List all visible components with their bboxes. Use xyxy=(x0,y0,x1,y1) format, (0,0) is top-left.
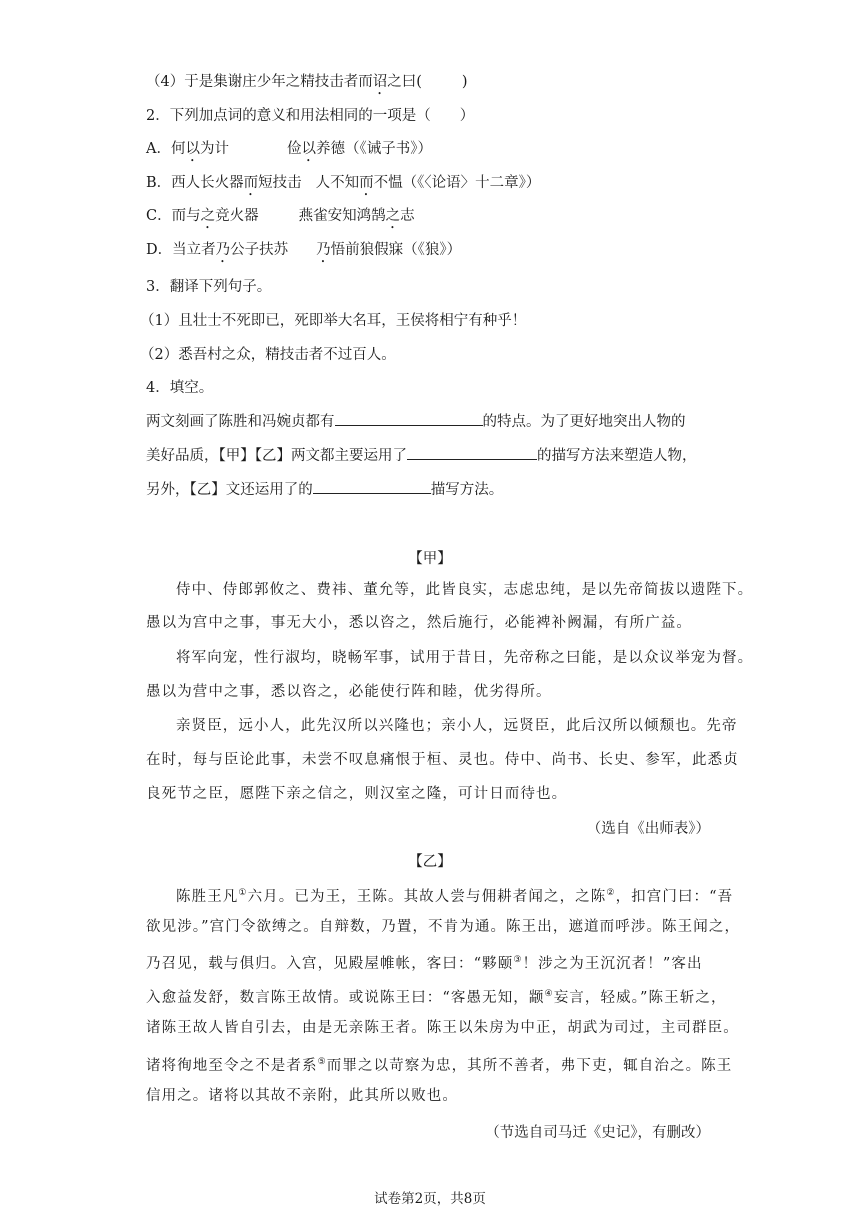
q4-l1-text: 两文刻画了陈胜和冯婉贞都有 xyxy=(146,414,335,430)
q1-4-dotted-word: 诏 xyxy=(372,74,388,90)
option-d[interactable] xyxy=(146,240,461,266)
option-a-dotted-2: 以 xyxy=(301,141,316,157)
footnote-marker: ③ xyxy=(513,955,523,965)
jia-line-1: 侍中、侍郎郭攸之、费祎、董允等，此皆良实，志虑忠纯，是以先帝简拔以遗陛下。 xyxy=(176,582,754,598)
passage-jia-title: 【甲】 xyxy=(408,551,452,567)
yi-line-2: 欲见涉。”宫门令欲缚之。自辩数，乃置，不肯为通。陈王出，遮道而呼涉。陈王闻之， xyxy=(146,919,741,935)
option-d-dotted-1: 乃 xyxy=(215,242,231,258)
q1-4-close-paren: ) xyxy=(461,74,468,90)
passage-yi-title: 【乙】 xyxy=(408,854,452,870)
footnote-marker: ① xyxy=(238,888,248,898)
question-3-sentence-1: （1）且壮士不死即已，死即举大名耳，王侯将相宁有种乎！ xyxy=(140,313,527,329)
jia-line-7: 良死节之臣，愿陛下亲之信之，则汉室之隆，可计日而待也。 xyxy=(146,786,568,802)
jia-line-6: 在时，每与臣论此事，未尝不叹息痛恨于桓、灵也。侍中、尚书、长史、参军，此悉贞 xyxy=(146,752,739,768)
yi-l1-c: ，扣宫门曰：“吾 xyxy=(615,888,734,905)
q4-l1-text-post: 的特点。为了更好地突出人物的 xyxy=(482,414,686,430)
yi-line-7: 信用之。诸将以其故不亲附，此其所以败也。 xyxy=(146,1088,458,1104)
yi-line-5: 诸陈王故人皆自引去，由是无亲陈王者。陈王以朱房为中正，胡武为司过，主司群臣。 xyxy=(146,1020,739,1036)
yi-line-3 xyxy=(146,950,703,974)
question-4-line-3 xyxy=(146,479,503,500)
page-footer: 试卷第2页，共8页 xyxy=(374,1191,486,1207)
fill-blank-1[interactable] xyxy=(335,411,483,426)
jia-line-5: 亲贤臣，远小人，此先汉所以兴隆也；亲小人，远贤臣，此后汉所以倾颓也。先帝 xyxy=(176,718,738,734)
option-c[interactable] xyxy=(146,206,415,232)
jia-line-3: 将军向宠，性行淑均，晓畅军事，试用于昔日，先帝称之曰能，是以众议举宠为督。 xyxy=(176,650,754,666)
q1-4-text-post: 之曰( xyxy=(387,74,422,90)
option-d-part1-post: 公子扶苏 xyxy=(230,242,289,258)
option-a-part1: 何 xyxy=(170,141,186,157)
fill-blank-2[interactable] xyxy=(407,445,537,460)
yi-l3-b: ！涉之为王沉沉者！”客出 xyxy=(522,955,703,972)
option-b-part1: 西人长火器 xyxy=(171,175,244,191)
option-c-part2-post: 志 xyxy=(400,208,415,224)
footnote-marker: ⑤ xyxy=(317,1057,327,1067)
jia-line-4: 愚以为营中之事，悉以咨之，必能使行阵和睦，优劣得所。 xyxy=(146,684,552,700)
option-a-dotted-1: 以 xyxy=(185,141,200,157)
option-c-part1: 而与 xyxy=(171,208,201,224)
q4-l3-text-post: 描写方法。 xyxy=(430,482,504,498)
yi-source: （节选自司马迁《史记》，有删改） xyxy=(485,1125,710,1141)
option-c-dotted-1: 之 xyxy=(200,208,216,224)
option-d-dotted-2: 乃 xyxy=(316,242,331,258)
option-d-part2-post: 悟前狼假寐（《狼》） xyxy=(330,242,462,258)
option-letter: D． xyxy=(146,242,173,258)
jia-source: （选自《出师表》） xyxy=(586,821,710,837)
option-d-part1: 当立者 xyxy=(172,242,216,258)
q1-4-text: （4）于是集谢庄少年之精技击者而 xyxy=(146,74,373,90)
option-a[interactable] xyxy=(146,139,432,165)
option-c-part1-post: 竞火器 xyxy=(215,208,259,224)
option-b-dotted-1: 而 xyxy=(243,175,259,191)
option-b-part1-post: 短技击 xyxy=(258,175,302,191)
q4-l3-text: 另外，【乙】文还运用了的 xyxy=(146,482,313,498)
option-c-part2: 燕雀安知鸿鹄 xyxy=(298,208,386,224)
option-b-part2-post: 不愠（《〈论语〉十二章》） xyxy=(373,175,541,191)
yi-l3-a: 乃召见，载与俱归。入宫，见殿屋帷帐，客曰：“夥颐 xyxy=(146,955,514,972)
question-4-stem: 4．填空。 xyxy=(146,380,214,396)
yi-line-1 xyxy=(176,883,733,907)
question-4-line-2 xyxy=(146,445,697,466)
option-c-dotted-2: 之 xyxy=(385,208,401,224)
question-3-stem: 3．翻译下列句子。 xyxy=(146,279,272,295)
footnote-marker: ④ xyxy=(544,989,554,999)
yi-l4-a: 入愈益发舒，数言陈王故情。或说陈王曰：“客愚无知，颛 xyxy=(146,989,545,1006)
option-b[interactable] xyxy=(146,173,540,199)
yi-l6-b: 而罪之以苛察为忠，其所不善者，弗下吏，辄自治之。陈王 xyxy=(326,1057,733,1074)
q4-l2-text-post: 的描写方法来塑造人物， xyxy=(537,448,697,464)
yi-line-4 xyxy=(146,984,727,1008)
option-b-part2: 人不知 xyxy=(315,175,360,191)
option-b-dotted-2: 而 xyxy=(359,175,374,191)
yi-l6-a: 诸将徇地至令之不是者系 xyxy=(146,1057,318,1074)
yi-l1-b: 六月。已为王，王陈。其故人尝与佣耕者闻之，之陈 xyxy=(247,888,607,905)
question-1-item-4 xyxy=(146,72,468,98)
yi-l4-b: 妄言，轻威。”陈王斩之， xyxy=(553,989,727,1006)
fill-blank-3[interactable] xyxy=(313,479,431,494)
option-letter: A． xyxy=(146,141,171,157)
option-letter: C． xyxy=(146,208,172,224)
yi-line-6 xyxy=(146,1052,732,1076)
q4-l2-text: 美好品质，【甲】【乙】两文都主要运用了 xyxy=(146,448,407,464)
question-3-sentence-2: （2）悉吾村之众，精技击者不过百人。 xyxy=(140,347,396,363)
option-letter: B． xyxy=(146,175,172,191)
option-a-part2: 俭 xyxy=(286,141,302,157)
jia-line-2: 愚以为宫中之事，事无大小，悉以咨之，然后施行，必能裨补阙漏，有所广益。 xyxy=(146,615,692,631)
yi-l1-a: 陈胜王凡 xyxy=(176,888,239,905)
option-a-part2-post: 养德（《诫子书》） xyxy=(315,141,432,157)
footnote-marker: ② xyxy=(606,888,616,898)
option-a-part1-post: 为计 xyxy=(199,141,229,157)
question-2-stem: 2．下列加点词的意义和用法相同的一项是（ ） xyxy=(146,108,475,124)
question-4-line-1 xyxy=(146,411,686,432)
